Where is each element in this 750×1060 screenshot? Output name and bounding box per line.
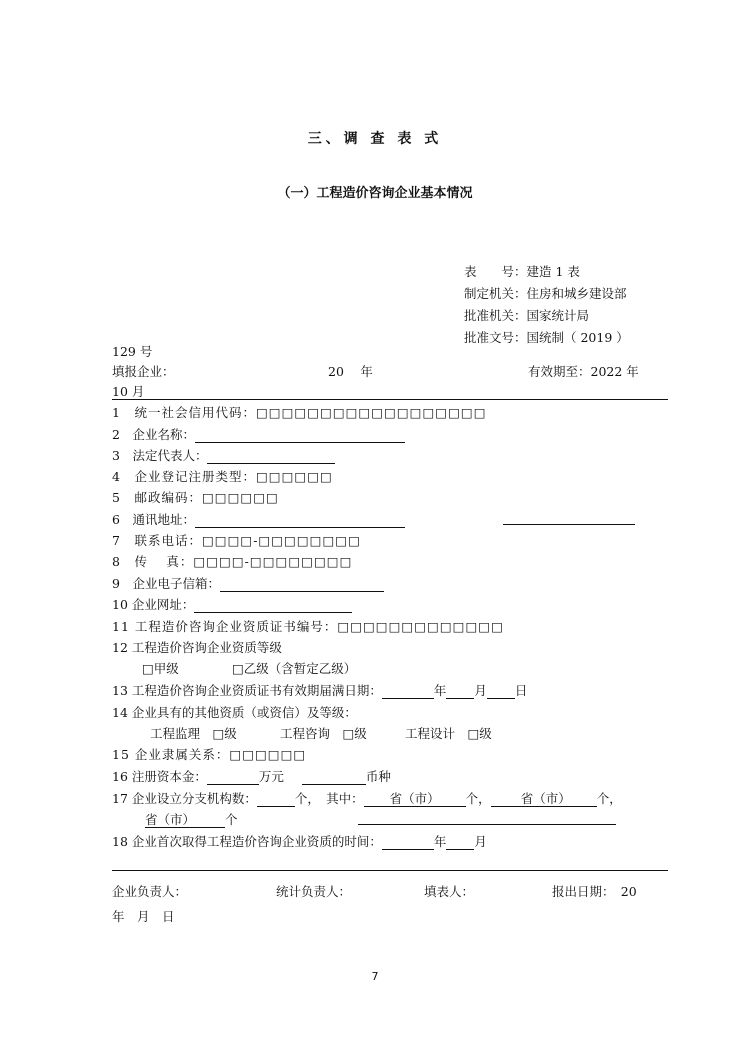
branch-province-1-pre[interactable] <box>364 793 390 807</box>
capital-unit-label: 万元 <box>258 769 284 784</box>
email-label: 9 企业电子信箱： <box>112 576 220 591</box>
consulting-grade-option[interactable]: 工程咨询 □级 <box>280 726 367 741</box>
form-number: 表 号：建造 1 表 <box>464 264 580 279</box>
legal-rep-field[interactable] <box>207 450 335 464</box>
address-field-2[interactable] <box>503 511 635 525</box>
item-cert-number: 11 工程造价咨询企业资质证书编号：□□□□□□□□□□□□□ <box>112 619 504 634</box>
branch-province-1-count[interactable] <box>440 793 466 807</box>
item-affiliation: 15 企业隶属关系：□□□□□□ <box>112 747 307 762</box>
address-field[interactable] <box>195 514 405 528</box>
item-registration-type: 4 企业登记注册类型：□□□□□□ <box>112 469 333 484</box>
branch-province-1-label: 省（市） <box>389 791 440 806</box>
item-email <box>112 574 384 592</box>
grade-a-option[interactable]: □甲级 <box>142 661 179 676</box>
item-website <box>112 595 352 613</box>
sign-date-cont: 年 月 日 <box>112 909 175 924</box>
first-qualification-label: 18 企业首次取得工程造价咨询企业资质的时间： <box>112 834 382 849</box>
fill-year-label: 20 年 <box>328 364 373 379</box>
branch-extra-field[interactable] <box>358 811 616 825</box>
form-subtitle: （一）工程造价咨询企业基本情况 <box>277 186 473 201</box>
branch-province-2-label: 省（市） <box>520 791 571 806</box>
currency-field[interactable] <box>302 771 366 785</box>
sign-stat-label: 统计负责人： <box>276 884 352 899</box>
website-label: 10 企业网址： <box>112 597 195 612</box>
branch-count-1-unit: 个， <box>465 791 491 806</box>
cert-expiry-label: 13 工程造价咨询企业资质证书有效期届满日期： <box>112 683 382 698</box>
item-registered-capital <box>112 767 391 785</box>
first-qualification-month-label: 月 <box>474 834 487 849</box>
branch-count-label: 17 企业设立分支机构数： <box>112 791 257 806</box>
bottom-rule <box>112 870 668 871</box>
cert-expiry-day-label: 日 <box>514 683 528 698</box>
address-field-2-wrap <box>503 510 635 525</box>
page-number: 7 <box>371 970 379 983</box>
item-address <box>112 510 405 528</box>
legal-rep-label: 3 法定代表人： <box>112 448 208 463</box>
approving-authority: 批准机关：国家统计局 <box>464 308 590 323</box>
first-qualification-year-field[interactable] <box>382 836 434 850</box>
item-other-qualifications: 14 企业具有的其他资质（或资信）及等级： <box>112 705 357 720</box>
sign-filler-label: 填表人： <box>424 884 475 899</box>
branch-province-3-count[interactable] <box>195 814 225 828</box>
top-rule <box>112 399 668 400</box>
sign-date-label: 报出日期： 20 <box>552 884 637 899</box>
section-title: 三、调 查 表 式 <box>307 131 443 147</box>
branch-count-3-unit: 个 <box>225 812 238 827</box>
branch-count-2-unit: 个， <box>596 791 622 806</box>
item-fax: 8 传 真：□□□□-□□□□□□□□ <box>112 554 353 569</box>
address-label: 6 通讯地址： <box>112 512 195 527</box>
item-cert-expiry <box>112 681 527 699</box>
item-branch-count-cont <box>145 810 238 828</box>
cert-expiry-year-label: 年 <box>433 683 447 698</box>
supervision-grade-option[interactable]: 工程监理 □级 <box>150 726 237 741</box>
design-grade-option[interactable]: 工程设计 □级 <box>405 726 492 741</box>
fill-company-label: 填报企业： <box>112 364 175 379</box>
website-field[interactable] <box>194 599 352 613</box>
sign-head-label: 企业负责人： <box>112 884 188 899</box>
branch-extra-wrap <box>358 810 616 825</box>
valid-until-label: 有效期至：2022 年 <box>528 364 639 379</box>
first-qualification-year-label: 年 <box>433 834 447 849</box>
branch-count-field[interactable] <box>257 793 295 807</box>
item-company-name <box>112 425 405 443</box>
first-qualification-month-field[interactable] <box>446 836 474 850</box>
issuing-authority: 制定机关：住房和城乡建设部 <box>464 286 627 301</box>
item-qualification-grade: 12 工程造价咨询企业资质等级 <box>112 640 282 655</box>
cert-expiry-month-label: 月 <box>474 683 487 698</box>
approval-number: 129 号 <box>112 344 153 359</box>
email-field[interactable] <box>220 578 384 592</box>
item-branch-count <box>112 789 622 807</box>
approval-document: 批准文号：国统制（ 2019 ） <box>464 330 629 345</box>
item-phone: 7 联系电话：□□□□-□□□□□□□□ <box>112 533 361 548</box>
cert-expiry-month-field[interactable] <box>446 685 474 699</box>
branch-province-3-label: 省（市） <box>145 812 196 827</box>
cert-expiry-day-field[interactable] <box>487 685 515 699</box>
branch-among-label: 个， 其中： <box>294 791 364 806</box>
grade-b-option[interactable]: □乙级（含暂定乙级） <box>232 661 357 676</box>
registered-capital-label: 16 注册资本金： <box>112 769 207 784</box>
valid-month-label: 10 月 <box>112 384 145 399</box>
company-name-label: 2 企业名称： <box>112 427 195 442</box>
item-postal-code: 5 邮政编码：□□□□□□ <box>112 490 279 505</box>
cert-expiry-year-field[interactable] <box>382 685 434 699</box>
item-credit-code: 1 统一社会信用代码：□□□□□□□□□□□□□□□□□□ <box>112 405 487 420</box>
currency-label: 币种 <box>365 769 391 784</box>
company-name-field[interactable] <box>195 429 405 443</box>
item-legal-rep <box>112 446 335 464</box>
branch-province-2-pre[interactable] <box>491 793 521 807</box>
branch-province-2-count[interactable] <box>571 793 597 807</box>
item-first-qualification-date <box>112 832 487 850</box>
registered-capital-field[interactable] <box>207 771 259 785</box>
